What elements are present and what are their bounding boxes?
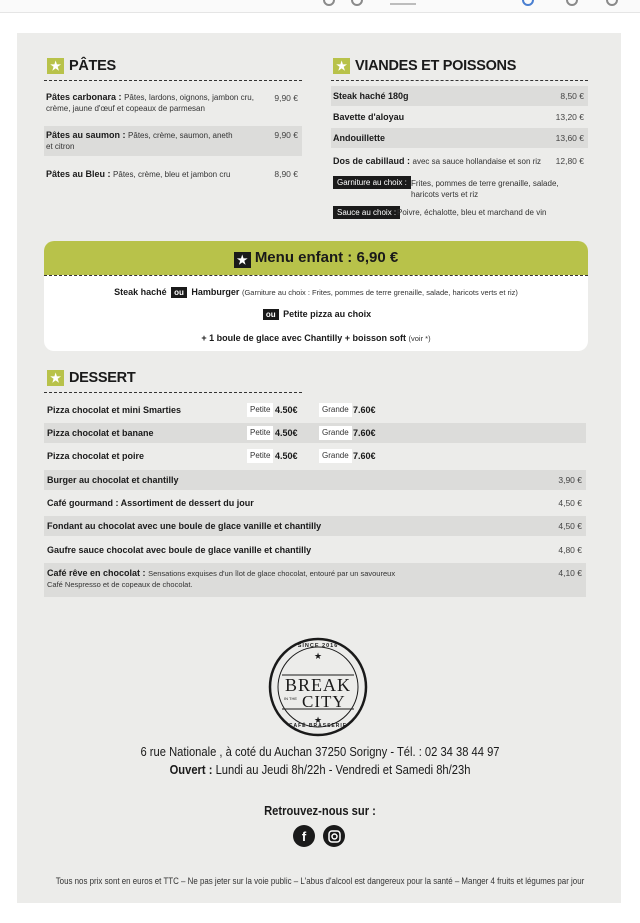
star-icon: ★ <box>47 58 64 74</box>
item-desc: avec sa sauce hollandaise et son riz <box>412 157 542 166</box>
item-name: Andouillette <box>333 133 385 143</box>
item-name: Pizza chocolat et poire <box>47 451 145 461</box>
dessert-pizza-row <box>44 400 586 420</box>
item-price: 4,50 € <box>558 521 582 531</box>
item-price: 13,20 € <box>555 112 584 122</box>
menu-enfant-card <box>44 241 588 351</box>
ou-tag: ou <box>263 309 279 320</box>
toolbar-divider <box>390 3 416 5</box>
item-desc: crème, jaune d'œuf et copeaux de parmesan <box>46 104 205 113</box>
dessert-item-gaufre <box>44 540 586 560</box>
item-name: Steak haché 180g <box>333 91 409 101</box>
item-price: 4,10 € <box>558 568 582 578</box>
dessert-item-cafe-reve <box>44 563 586 597</box>
garniture-line-1: Frites, pommes de terre grenaille, salade, <box>411 179 559 188</box>
dessert-section-title <box>47 370 135 386</box>
item-name: Pâtes au Bleu : <box>46 169 111 179</box>
grande-label: Grande <box>319 449 352 463</box>
dessert-item-fondant <box>44 516 586 536</box>
svg-text:★: ★ <box>313 651 323 661</box>
viandes-title-text: VIANDES ET POISSONS <box>355 58 517 74</box>
viandes-section-title <box>333 58 516 74</box>
item-price: 4,50 € <box>558 498 582 508</box>
address-line: 6 rue Nationale , à coté du Auchan 37250 Sorigny - Tél. : 02 34 38 44 97 <box>140 744 500 759</box>
kids-steak: Steak haché <box>114 287 167 297</box>
grande-price: 7.60€ <box>353 428 376 438</box>
extension-icon[interactable] <box>566 0 578 6</box>
opening-hours <box>45 762 595 777</box>
sauce-text: Poivre, échalotte, bleu et marchand de vin <box>397 208 547 217</box>
petite-label: Petite <box>247 426 273 440</box>
grande-price: 7.60€ <box>353 451 376 461</box>
kids-hamburger: Hamburger <box>191 287 240 297</box>
petite-label: Petite <box>247 403 273 417</box>
instagram-icon[interactable] <box>323 825 345 847</box>
logo-in-the: IN THE <box>284 696 298 701</box>
item-name: Pâtes au saumon : <box>46 130 126 140</box>
profile-icon[interactable] <box>351 0 363 6</box>
dessert-title-text: DESSERT <box>69 370 136 386</box>
browser-toolbar <box>0 0 640 13</box>
item-desc: Pâtes, lardons, oignons, jambon cru, <box>124 93 254 102</box>
menu-enfant-line-3 <box>44 333 588 343</box>
petite-price: 4.50€ <box>275 451 298 461</box>
dessert-item-burger <box>44 470 586 490</box>
kids-garniture: (Garniture au choix : Frites, pommes de terre grenaille, salade, haricots verts et riz) <box>241 288 518 297</box>
petite-price: 4.50€ <box>275 405 298 415</box>
reload-icon[interactable] <box>323 0 335 6</box>
instagram-glyph <box>328 830 341 843</box>
open-label: Ouvert : <box>169 762 213 777</box>
item-desc: Sensations exquises d'un îlot de glace chocolat, entouré par un savoureux <box>148 569 396 578</box>
kids-note: (voir *) <box>408 334 431 343</box>
petite-label: Petite <box>247 449 273 463</box>
garniture-line-2: haricots verts et riz <box>411 190 479 199</box>
logo-break: BREAK <box>284 675 351 695</box>
grande-price: 7.60€ <box>353 405 376 415</box>
item-name: Café gourmand : Assortiment de dessert du jour <box>47 498 254 508</box>
menu-icon[interactable] <box>606 0 618 6</box>
item-name: Fondant au chocolat avec une boule de glace vanille et chantilly <box>47 521 322 531</box>
item-name: Pizza chocolat et mini Smarties <box>47 405 182 415</box>
grande-label: Grande <box>319 403 352 417</box>
pates-title-text: PÂTES <box>69 58 116 74</box>
menu-enfant-line-2 <box>44 309 588 320</box>
dessert-divider <box>44 392 302 393</box>
ou-tag: ou <box>171 287 187 298</box>
menu-enfant-title <box>44 249 588 268</box>
open-text: Lundi au Jeudi 8h/22h - Vendredi et Samedi 8h/23h <box>215 762 471 777</box>
item-name: Gaufre sauce chocolat avec boule de glace vanille et chantilly <box>47 545 312 555</box>
grande-label: Grande <box>319 426 352 440</box>
item-name: Pâtes carbonara : <box>46 92 122 102</box>
item-name: Burger au chocolat et chantilly <box>47 475 179 485</box>
dessert-item-cafe-gourmand <box>44 493 586 513</box>
item-price: 8,90 € <box>274 169 298 179</box>
menu-enfant-divider <box>44 275 588 276</box>
logo-top-arc: SINCE 2016 <box>297 643 339 649</box>
kids-pizza: Petite pizza au choix <box>283 309 372 319</box>
viandes-divider <box>331 80 588 81</box>
item-desc: Pâtes, crème, bleu et jambon cru <box>113 170 231 179</box>
pates-divider <box>44 80 302 81</box>
item-price: 12,80 € <box>555 156 584 166</box>
star-icon: ★ <box>333 58 350 74</box>
item-desc: Café Nespresso et de copeaux de chocolat. <box>47 580 193 589</box>
legal-notice: Tous nos prix sont en euros et TTC – Ne pas jeter sur la voie public – L'abus d'alcool est dangereux pour la santé – Manger 4 fruits et légumes par jour <box>55 876 585 886</box>
sauce-tag: Sauce au choix : <box>333 206 400 219</box>
garniture-tag: Garniture au choix : <box>333 176 411 189</box>
item-name: Café rêve en chocolat : <box>47 568 146 578</box>
social-title: Retrouvez-nous sur : <box>264 803 376 818</box>
item-name: Dos de cabillaud : <box>333 156 411 166</box>
item-desc: Pâtes, crème, saumon, aneth <box>128 131 233 140</box>
account-icon[interactable] <box>522 0 534 6</box>
item-price: 8,50 € <box>560 91 584 101</box>
star-icon: ★ <box>234 252 251 268</box>
dessert-pizza-row <box>44 423 586 443</box>
break-in-the-city-logo <box>268 637 368 737</box>
star-icon: ★ <box>47 370 64 386</box>
item-price: 13,60 € <box>555 133 584 143</box>
menu-enfant-line-1 <box>44 287 588 298</box>
item-price: 3,90 € <box>558 475 582 485</box>
item-name: Pizza chocolat et banane <box>47 428 154 438</box>
logo-bottom-arc: CAFÉ BRASSERIE <box>288 723 348 729</box>
garniture-text <box>411 178 591 200</box>
petite-price: 4.50€ <box>275 428 298 438</box>
item-name: Bavette d'aloyau <box>333 112 405 122</box>
svg-text:★: ★ <box>313 715 323 725</box>
item-desc: et citron <box>46 142 75 151</box>
logo-city: CITY <box>302 692 346 711</box>
item-price: 4,80 € <box>558 545 582 555</box>
dessert-pizza-row <box>44 446 586 466</box>
pates-section-title <box>47 58 116 74</box>
item-price: 9,90 € <box>274 130 298 140</box>
item-price: 9,90 € <box>274 93 298 103</box>
menu-enfant-title-text: Menu enfant : 6,90 € <box>254 249 399 266</box>
kids-dessert: + 1 boule de glace avec Chantilly + boisson soft <box>201 333 406 343</box>
facebook-icon[interactable]: f <box>293 825 315 847</box>
